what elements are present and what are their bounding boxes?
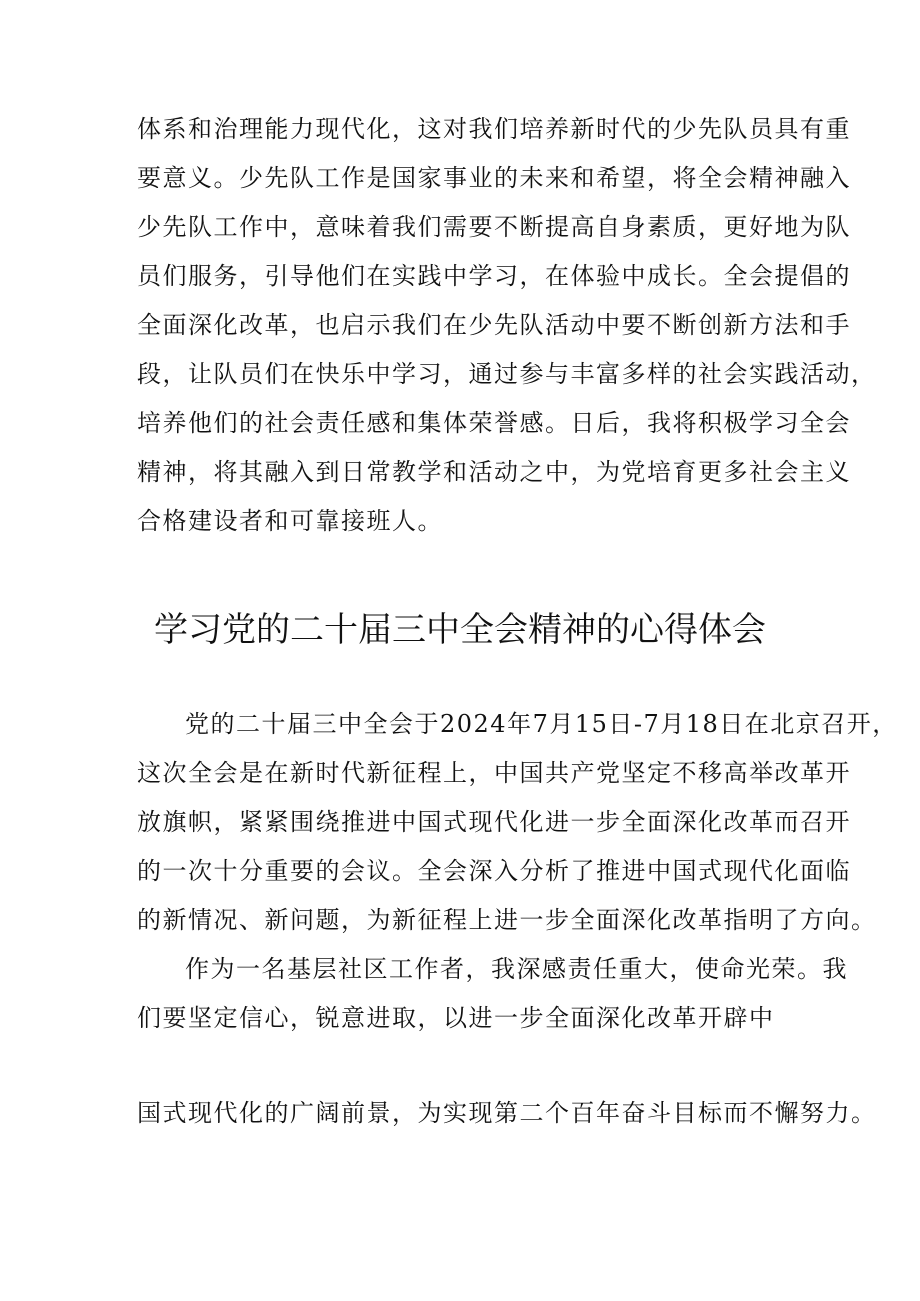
body-text-line: 党的二十届三中全会于2024年7月15日-7月18日在北京召开， xyxy=(185,710,898,738)
body-text-line: 精神，将其融入到日常教学和活动之中，为党培育更多社会主义 xyxy=(137,458,851,486)
body-text-line: 员们服务，引导他们在实践中学习，在体验中成长。全会提倡的 xyxy=(137,262,851,290)
body-text-line: 国式现代化的广阔前景，为实现第二个百年奋斗目标而不懈努力。 xyxy=(137,1099,877,1127)
section-title: 学习党的二十届三中全会精神的心得体会 xyxy=(154,610,766,650)
body-text-line: 全面深化改革，也启示我们在少先队活动中要不断创新方法和手 xyxy=(137,311,851,339)
body-text-line: 合格建设者和可靠接班人。 xyxy=(137,507,443,535)
body-text-line: 们要坚定信心，锐意进取，以进一步全面深化改革开辟中 xyxy=(137,1004,775,1032)
body-text-line: 放旗帜，紧紧围绕推进中国式现代化进一步全面深化改革而召开 xyxy=(137,808,851,836)
body-text-line: 少先队工作中，意味着我们需要不断提高自身素质，更好地为队 xyxy=(137,213,851,241)
body-text-line: 作为一名基层社区工作者，我深感责任重大，使命光荣。我 xyxy=(185,955,848,983)
body-text-line: 的新情况、新问题，为新征程上进一步全面深化改革指明了方向。 xyxy=(137,906,877,934)
body-text-line: 要意义。少先队工作是国家事业的未来和希望，将全会精神融入 xyxy=(137,164,851,192)
body-text-line: 培养他们的社会责任感和集体荣誉感。日后，我将积极学习全会 xyxy=(137,409,851,437)
body-text-line: 这次全会是在新时代新征程上，中国共产党坚定不移高举改革开 xyxy=(137,759,851,787)
body-text-line: 的一次十分重要的会议。全会深入分析了推进中国式现代化面临 xyxy=(137,857,851,885)
body-text-line: 体系和治理能力现代化，这对我们培养新时代的少先队员具有重 xyxy=(137,115,851,143)
body-text-line: 段，让队员们在快乐中学习，通过参与丰富多样的社会实践活动， xyxy=(137,360,877,388)
